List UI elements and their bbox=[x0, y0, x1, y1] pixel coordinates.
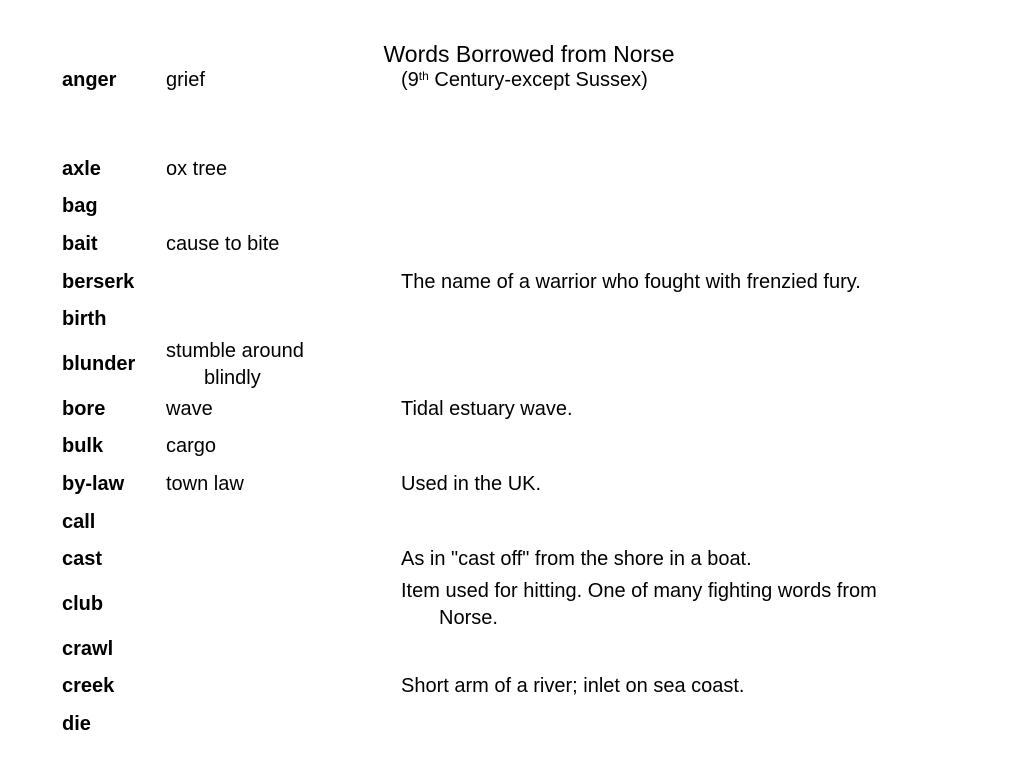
note bbox=[401, 578, 971, 632]
meaning-line: blindly bbox=[204, 366, 261, 389]
meaning: ox tree bbox=[166, 157, 228, 180]
note: Used in the UK. bbox=[401, 473, 542, 496]
word-row-crawl bbox=[0, 631, 1024, 669]
word: bait bbox=[62, 233, 98, 256]
meaning: town law bbox=[166, 473, 244, 496]
word-row-cast bbox=[0, 541, 1024, 579]
note-line: Norse. bbox=[439, 606, 498, 629]
word: bulk bbox=[62, 435, 104, 458]
word-row-die bbox=[0, 706, 1024, 744]
word-row-bore bbox=[0, 391, 1024, 429]
word-row-birth bbox=[0, 301, 1024, 339]
word: berserk bbox=[62, 270, 135, 293]
subtitle-suffix: Century-except Sussex) bbox=[428, 69, 648, 92]
word: die bbox=[62, 713, 91, 736]
subtitle-prefix: (9 bbox=[401, 69, 419, 92]
meaning: wave bbox=[166, 397, 213, 420]
word: creek bbox=[62, 675, 115, 698]
word: by-law bbox=[62, 473, 125, 496]
page-subtitle bbox=[401, 67, 971, 94]
word: bag bbox=[62, 195, 98, 218]
word-row-axle bbox=[0, 151, 1024, 189]
note: The name of a warrior who fought with frenzied fury. bbox=[401, 270, 861, 293]
word-row-club bbox=[0, 579, 1024, 631]
word-row-by-law bbox=[0, 466, 1024, 504]
word-row-berserk bbox=[0, 263, 1024, 301]
meaning: cause to bite bbox=[166, 233, 280, 256]
word-row-blunder bbox=[0, 339, 1024, 391]
meaning: grief bbox=[166, 69, 205, 92]
word-row-bulk bbox=[0, 428, 1024, 466]
page-title: Words Borrowed from Norse bbox=[383, 41, 675, 67]
meaning bbox=[166, 338, 366, 392]
word-row-creek bbox=[0, 668, 1024, 706]
word: axle bbox=[62, 157, 101, 180]
word: crawl bbox=[62, 637, 114, 660]
note: As in "cast off" from the shore in a boat. bbox=[401, 548, 752, 571]
word-row-anger bbox=[0, 62, 1024, 100]
word-list bbox=[0, 62, 1024, 743]
word: blunder bbox=[62, 353, 136, 376]
word-row-bait bbox=[0, 226, 1024, 264]
note: Short arm of a river; inlet on sea coast. bbox=[401, 675, 745, 698]
word: cast bbox=[62, 548, 103, 571]
word: bore bbox=[62, 397, 106, 420]
word: birth bbox=[62, 308, 107, 331]
meaning-line: stumble around bbox=[166, 339, 304, 362]
note-line: Item used for hitting. One of many fighting words from bbox=[401, 579, 877, 602]
word: club bbox=[62, 593, 104, 616]
note: Tidal estuary wave. bbox=[401, 397, 573, 420]
subtitle-superscript: th bbox=[418, 69, 429, 84]
word-row-call bbox=[0, 503, 1024, 541]
word-row-bag bbox=[0, 188, 1024, 226]
word: call bbox=[62, 510, 96, 533]
word: anger bbox=[62, 69, 117, 92]
meaning: cargo bbox=[166, 435, 217, 458]
